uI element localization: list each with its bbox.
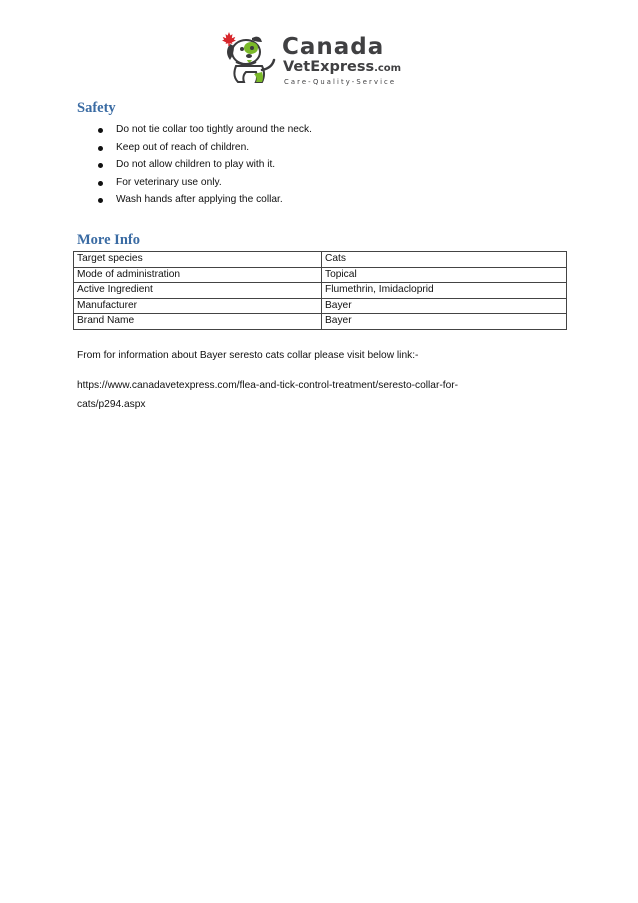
safety-item-text: For veterinary use only. (116, 176, 222, 188)
table-row (74, 267, 567, 283)
safety-heading: Safety (77, 100, 116, 116)
brand-logo (222, 32, 422, 92)
table-row (74, 314, 567, 330)
table-cell-label: Active Ingredient (74, 283, 322, 299)
table-cell-label: Brand Name (74, 314, 322, 330)
safety-item-text: Do not tie collar too tightly around the neck. (116, 124, 312, 135)
table-cell-value: Topical (322, 267, 567, 283)
table-cell-value: Cats (322, 252, 567, 268)
table-row (74, 283, 567, 299)
table-cell-label: Target species (74, 252, 322, 268)
safety-item-text: Keep out of reach of children. (116, 141, 250, 153)
table-cell-value: Flumethrin, Imidacloprid (322, 283, 567, 299)
table-cell-value: Bayer (322, 298, 567, 314)
info-paragraph: From for information about Bayer seresto cats collar please visit below link:- (77, 350, 419, 361)
bullet-icon (98, 181, 103, 186)
bullet-icon (98, 163, 103, 168)
logo-name-line1: Canada (282, 34, 385, 60)
safety-item-text: Wash hands after applying the collar. (116, 194, 283, 205)
info-table (73, 251, 567, 330)
logo-tagline: Care-Quality-Service (284, 78, 397, 86)
bullet-icon (98, 128, 103, 133)
safety-item-text: Do not allow children to play with it. (116, 159, 276, 170)
product-link[interactable]: https://www.canadavetexpress.com/flea-and-tick-control-treatment/seresto-collar-for-cats/p294.aspx (77, 380, 459, 410)
bullet-icon (98, 198, 103, 203)
table-row (74, 252, 567, 268)
logo-vetexpress: VetExpress (283, 59, 375, 75)
logo-dotcom: .com (374, 63, 402, 74)
bullet-icon (98, 146, 103, 151)
table-cell-label: Mode of administration (74, 267, 322, 283)
more-info-heading: More Info (77, 232, 140, 248)
maple-leaf-icon (222, 32, 236, 46)
table-cell-value: Bayer (322, 314, 567, 330)
table-cell-label: Manufacturer (74, 298, 322, 314)
table-row (74, 298, 567, 314)
logo-name-line2 (283, 59, 401, 77)
